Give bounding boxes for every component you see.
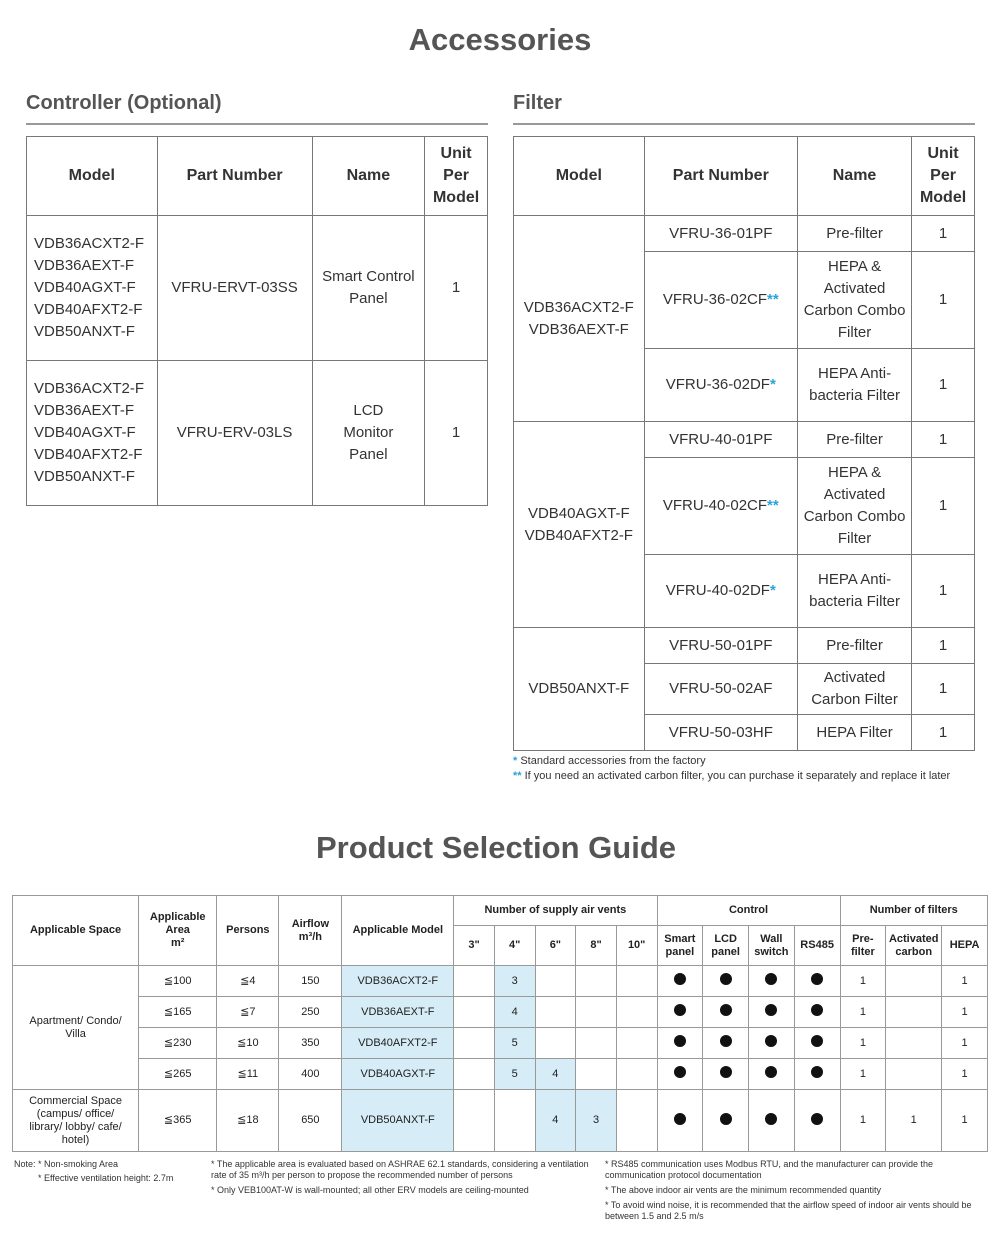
control-cell <box>703 1059 749 1090</box>
bullet-dot-icon <box>720 1066 732 1078</box>
selection-table <box>12 895 988 1152</box>
filter-cell: 1 <box>942 1028 988 1059</box>
airflow-cell: 250 <box>279 997 342 1028</box>
control-cell <box>657 966 703 997</box>
part-name: Smart Control Panel <box>312 216 425 361</box>
filter-cell: 1 <box>840 997 886 1028</box>
vent-size: 4" <box>494 926 535 966</box>
bullet-dot-icon <box>765 973 777 985</box>
col-model: Applicable Model <box>342 896 454 966</box>
col-model: Model <box>514 137 645 216</box>
airflow-cell: 350 <box>279 1028 342 1059</box>
vent-cell <box>535 1028 576 1059</box>
vent-cell: 4 <box>535 1090 576 1152</box>
filter-cell <box>886 997 942 1028</box>
part-number: VFRU-50-01PF <box>644 628 797 664</box>
filter-cell: 1 <box>840 1090 886 1152</box>
unit: 1 <box>425 361 488 506</box>
part-name: HEPA & Activated Carbon Combo Filter <box>797 458 911 555</box>
filter-cell <box>886 1059 942 1090</box>
bullet-dot-icon <box>674 1113 686 1125</box>
control-type: Smart panel <box>657 926 703 966</box>
col-persons: Persons <box>217 896 279 966</box>
vent-cell <box>576 1028 617 1059</box>
vent-cell <box>616 997 657 1028</box>
vent-cell <box>454 997 495 1028</box>
persons-cell: ≦4 <box>217 966 279 997</box>
filter-cell: 1 <box>942 966 988 997</box>
unit: 1 <box>912 664 975 715</box>
filter-note: * Standard accessories from the factory <box>513 755 706 767</box>
part-number: VFRU-36-02CF** <box>644 252 797 349</box>
airflow-cell: 650 <box>279 1090 342 1152</box>
vent-cell <box>616 1028 657 1059</box>
table-row <box>514 422 975 458</box>
unit: 1 <box>912 628 975 664</box>
unit: 1 <box>425 216 488 361</box>
vent-cell <box>576 1059 617 1090</box>
bullet-dot-icon <box>811 1066 823 1078</box>
bullet-dot-icon <box>765 1066 777 1078</box>
part-number: VFRU-36-01PF <box>644 216 797 252</box>
area-cell: ≦365 <box>139 1090 217 1152</box>
col-filters: Number of filters <box>840 896 988 926</box>
part-name: HEPA Filter <box>797 715 911 751</box>
table-row <box>27 216 488 361</box>
col-airflow: Airflow m³/h <box>279 896 342 966</box>
vent-cell <box>616 1059 657 1090</box>
guide-title: Product Selection Guide <box>316 830 676 865</box>
area-cell: ≦100 <box>139 966 217 997</box>
model-list: VDB36ACXT2-F VDB36AEXT-F VDB40AGXT-F VDB40AFXT2-F VDB50ANXT-F <box>27 216 158 361</box>
control-cell <box>749 1028 795 1059</box>
vent-cell <box>535 997 576 1028</box>
vent-cell <box>454 1059 495 1090</box>
filter-cell: 1 <box>942 1090 988 1152</box>
model-cell: VDB36ACXT2-F <box>342 966 454 997</box>
part-number: VFRU-36-02DF* <box>644 349 797 422</box>
part-name: Pre-filter <box>797 422 911 458</box>
part-name: HEPA Anti-bacteria Filter <box>797 349 911 422</box>
model-cell: VDB50ANXT-F <box>342 1090 454 1152</box>
control-cell <box>703 1028 749 1059</box>
filter-title: Filter <box>513 92 562 114</box>
col-unit: Unit Per Model <box>912 137 975 216</box>
filter-type: Pre-filter <box>840 926 886 966</box>
area-cell: ≦230 <box>139 1028 217 1059</box>
control-cell <box>703 966 749 997</box>
filter-cell: 1 <box>942 997 988 1028</box>
bullet-dot-icon <box>811 973 823 985</box>
vent-cell <box>494 1090 535 1152</box>
bullet-dot-icon <box>674 973 686 985</box>
vent-size: 6" <box>535 926 576 966</box>
table-row <box>27 361 488 506</box>
airflow-cell: 400 <box>279 1059 342 1090</box>
vent-cell <box>616 1090 657 1152</box>
model-list: VDB40AGXT-F VDB40AFXT2-F <box>514 422 645 628</box>
filter-notes <box>513 754 983 784</box>
part-name: Pre-filter <box>797 216 911 252</box>
unit: 1 <box>912 216 975 252</box>
control-cell <box>794 966 840 997</box>
filter-cell <box>886 1028 942 1059</box>
table-row <box>13 997 988 1028</box>
area-cell: ≦165 <box>139 997 217 1028</box>
control-type: LCD panel <box>703 926 749 966</box>
filter-type: HEPA <box>942 926 988 966</box>
part-number: VFRU-40-02CF** <box>644 458 797 555</box>
model-list: VDB36ACXT2-F VDB36AEXT-F <box>514 216 645 422</box>
bullet-dot-icon <box>674 1066 686 1078</box>
unit: 1 <box>912 458 975 555</box>
control-cell <box>794 1028 840 1059</box>
footnotes-col2: * The applicable area is evaluated based on ASHRAE 62.1 standards, considering a ventilation rate of 35 m³/h per person to propose the recommended number of persons * Only VEB100AT-W is wall-mounted; all other ERV models are ceiling-mounted <box>211 1159 589 1195</box>
part-number: VFRU-50-02AF <box>644 664 797 715</box>
accessories-title: Accessories <box>408 22 592 57</box>
control-type: RS485 <box>794 926 840 966</box>
vent-cell <box>535 966 576 997</box>
vent-cell: 3 <box>494 966 535 997</box>
controller-title: Controller (Optional) <box>26 92 222 114</box>
vent-size: 10" <box>616 926 657 966</box>
table-row <box>514 216 975 252</box>
filter-type: Activated carbon <box>886 926 942 966</box>
control-cell <box>657 997 703 1028</box>
applicable-space: Commercial Space (campus/ office/ library/ lobby/ cafe/ hotel) <box>13 1090 139 1152</box>
control-cell <box>657 1059 703 1090</box>
controller-rule <box>26 123 488 125</box>
vent-cell: 5 <box>494 1028 535 1059</box>
model-list: VDB36ACXT2-F VDB36AEXT-F VDB40AGXT-F VDB40AFXT2-F VDB50ANXT-F <box>27 361 158 506</box>
part-name: HEPA Anti-bacteria Filter <box>797 555 911 628</box>
unit: 1 <box>912 349 975 422</box>
area-cell: ≦265 <box>139 1059 217 1090</box>
bullet-dot-icon <box>720 1035 732 1047</box>
table-row <box>13 1059 988 1090</box>
col-name: Name <box>312 137 425 216</box>
filter-table <box>513 136 975 751</box>
bullet-dot-icon <box>674 1004 686 1016</box>
filter-cell: 1 <box>840 1059 886 1090</box>
applicable-space: Apartment/ Condo/ Villa <box>13 966 139 1090</box>
bullet-dot-icon <box>720 973 732 985</box>
col-name: Name <box>797 137 911 216</box>
vent-cell <box>454 1028 495 1059</box>
col-model: Model <box>27 137 158 216</box>
filter-cell <box>886 966 942 997</box>
col-area: Applicable Area m² <box>139 896 217 966</box>
bullet-dot-icon <box>765 1004 777 1016</box>
vent-cell <box>576 966 617 997</box>
control-cell <box>794 1090 840 1152</box>
persons-cell: ≦18 <box>217 1090 279 1152</box>
col-part-number: Part Number <box>157 137 312 216</box>
control-cell <box>657 1090 703 1152</box>
col-space: Applicable Space <box>13 896 139 966</box>
bullet-dot-icon <box>765 1113 777 1125</box>
vent-cell: 5 <box>494 1059 535 1090</box>
table-row <box>13 966 988 997</box>
table-row <box>13 1028 988 1059</box>
vent-cell <box>576 997 617 1028</box>
footnotes-col3: * RS485 communication uses Modbus RTU, and the manufacturer can provide the communication protocol documentation * The above indoor air vents are the minimum recommended quantity * To avoid wind noise, it is recommended that the airflow speed of indoor air vents should be between 1.5 and 2.5 m/s <box>605 1159 972 1221</box>
control-cell <box>657 1028 703 1059</box>
control-cell <box>749 997 795 1028</box>
bullet-dot-icon <box>720 1004 732 1016</box>
part-number: VFRU-ERVT-03SS <box>157 216 312 361</box>
part-name: HEPA & Activated Carbon Combo Filter <box>797 252 911 349</box>
filter-cell: 1 <box>840 1028 886 1059</box>
bullet-dot-icon <box>674 1035 686 1047</box>
unit: 1 <box>912 555 975 628</box>
col-vents: Number of supply air vents <box>454 896 657 926</box>
model-cell: VDB36AEXT-F <box>342 997 454 1028</box>
control-cell <box>749 1059 795 1090</box>
footnotes-col1: Note: * Non-smoking Area * Effective ventilation height: 2.7m <box>14 1159 174 1183</box>
part-name: Pre-filter <box>797 628 911 664</box>
control-cell <box>703 997 749 1028</box>
filter-rule <box>513 123 975 125</box>
part-number: VFRU-50-03HF <box>644 715 797 751</box>
airflow-cell: 150 <box>279 966 342 997</box>
vent-cell <box>454 966 495 997</box>
bullet-dot-icon <box>720 1113 732 1125</box>
bullet-dot-icon <box>811 1035 823 1047</box>
model-cell: VDB40AFXT2-F <box>342 1028 454 1059</box>
part-name: LCD Monitor Panel <box>312 361 425 506</box>
filter-note: ** If you need an activated carbon filter, you can purchase it separately and replace it later <box>513 770 951 782</box>
control-cell <box>749 966 795 997</box>
vent-cell: 4 <box>535 1059 576 1090</box>
col-unit: Unit Per Model <box>425 137 488 216</box>
vent-cell: 4 <box>494 997 535 1028</box>
vent-size: 3" <box>454 926 495 966</box>
table-row <box>514 628 975 664</box>
filter-cell: 1 <box>886 1090 942 1152</box>
vent-cell <box>454 1090 495 1152</box>
part-name: Activated Carbon Filter <box>797 664 911 715</box>
vent-cell: 3 <box>576 1090 617 1152</box>
bullet-dot-icon <box>765 1035 777 1047</box>
filter-cell: 1 <box>840 966 886 997</box>
control-cell <box>794 997 840 1028</box>
vent-size: 8" <box>576 926 617 966</box>
control-cell <box>794 1059 840 1090</box>
unit: 1 <box>912 252 975 349</box>
table-row <box>13 1090 988 1152</box>
part-number: VFRU-40-01PF <box>644 422 797 458</box>
filter-cell: 1 <box>942 1059 988 1090</box>
unit: 1 <box>912 422 975 458</box>
controller-table <box>26 136 488 506</box>
control-cell <box>749 1090 795 1152</box>
vent-cell <box>616 966 657 997</box>
persons-cell: ≦10 <box>217 1028 279 1059</box>
col-part-number: Part Number <box>644 137 797 216</box>
bullet-dot-icon <box>811 1113 823 1125</box>
part-number: VFRU-ERV-03LS <box>157 361 312 506</box>
part-number: VFRU-40-02DF* <box>644 555 797 628</box>
unit: 1 <box>912 715 975 751</box>
control-type: Wall switch <box>749 926 795 966</box>
model-cell: VDB40AGXT-F <box>342 1059 454 1090</box>
col-control: Control <box>657 896 840 926</box>
persons-cell: ≦11 <box>217 1059 279 1090</box>
bullet-dot-icon <box>811 1004 823 1016</box>
model-list: VDB50ANXT-F <box>514 628 645 751</box>
persons-cell: ≦7 <box>217 997 279 1028</box>
control-cell <box>703 1090 749 1152</box>
